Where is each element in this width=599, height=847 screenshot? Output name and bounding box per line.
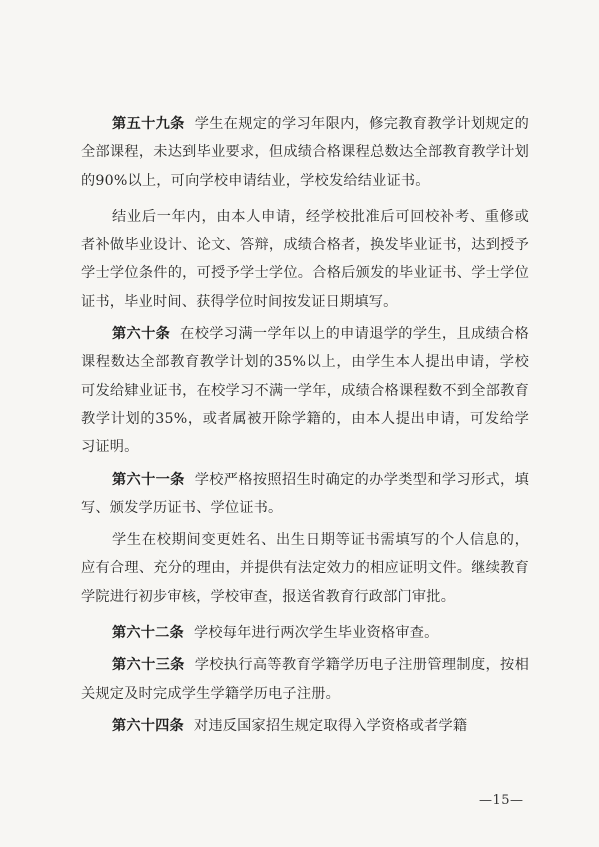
paragraph-article-59 — [81, 110, 529, 195]
article-heading: 第六十条 — [112, 326, 171, 343]
paragraph-article-63 — [81, 651, 529, 708]
paragraph-text: 学校执行高等教育学籍学历电子注册管理制度，按相关规定及时完成学生学籍学历电子注册。 — [81, 657, 529, 702]
paragraph-text: 在校学习满一学年以上的申请退学的学生，且成绩合格课程数达全部教育教学计划的35%以上，由学生本人提出申请，学校可发给肄业证书，在校学习不满一学年，成绩合格课程数不到全部教育教学计划的35%，或者属被开除学籍的，由本人提出申请，可发给学习证明。 — [81, 326, 529, 456]
document-body — [81, 110, 529, 740]
paragraph-article-61 — [81, 466, 529, 523]
article-heading: 第六十四条 — [112, 717, 184, 734]
article-heading: 第六十二条 — [112, 625, 184, 642]
paragraph-article-64 — [81, 712, 529, 740]
paragraph-article-62 — [81, 619, 529, 647]
paragraph-text: 学校严格按照招生时确定的办学类型和学习形式，填写、颁发学历证书、学位证书。 — [81, 471, 529, 516]
paragraph-article-59-continued — [81, 203, 529, 316]
paragraph-article-60 — [81, 320, 529, 461]
page-number: —15— — [479, 793, 524, 808]
paragraph-article-61-continued — [81, 526, 529, 611]
article-heading: 第六十一条 — [112, 471, 185, 488]
paragraph-text: 学校每年进行两次学生毕业资格审查。 — [193, 625, 439, 642]
article-heading: 第五十九条 — [112, 116, 185, 132]
paragraph-text: 学生在规定的学习年限内，修完教育教学计划规定的全部课程，未达到毕业要求，但成绩合格课程总数达全部教育教学计划的90%以上，可向学校申请结业，学校发给结业证书。 — [81, 116, 529, 189]
article-heading: 第六十三条 — [112, 657, 185, 674]
paragraph-text: 结业后一年内，由本人申请，经学校批准后可回校补考、重修或者补做毕业设计、论文、答辩，成绩合格者，换发毕业证书，达到授予学士学位条件的，可授予学士学位。合格后颁发的毕业证书、学士学位证书，毕业时间、获得学位时间按发证日期填写。 — [81, 208, 529, 310]
paragraph-text: 学生在校期间变更姓名、出生日期等证书需填写的个人信息的，应有合理、充分的理由，并提供有法定效力的相应证明文件。继续教育学院进行初步审核，学校审查，报送省教育行政部门审批。 — [81, 532, 529, 605]
paragraph-text: 对违反国家招生规定取得入学资格或者学籍 — [193, 717, 468, 734]
